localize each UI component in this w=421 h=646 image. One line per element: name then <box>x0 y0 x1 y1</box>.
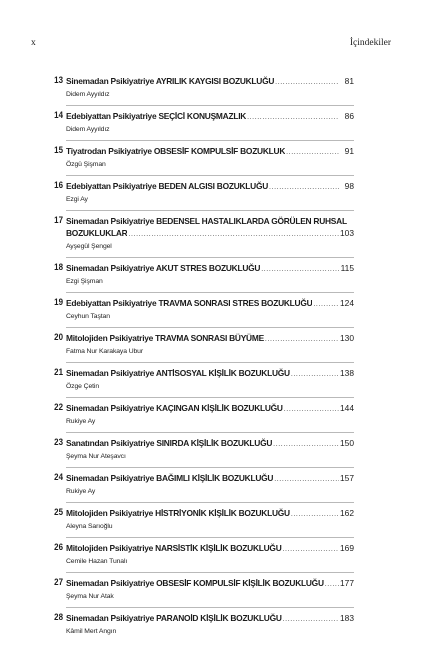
chapter-number: 23 <box>54 437 63 447</box>
page-number: 138 <box>340 368 354 378</box>
chapter-author: Özgü Şişman <box>66 161 106 168</box>
chapter-title-topic: BOZUKLUKLAR <box>66 228 128 238</box>
chapter-title-topic: SINIRDA KİŞİLİK BOZUKLUĞU <box>156 438 273 448</box>
chapter-title-line <box>66 145 354 159</box>
toc-entry[interactable] <box>54 472 354 503</box>
leader-dots <box>286 147 339 159</box>
toc-entry[interactable] <box>54 402 354 433</box>
toc-entry[interactable] <box>54 145 354 176</box>
chapter-title <box>66 262 260 274</box>
chapter-title <box>66 612 282 624</box>
page-number: 130 <box>340 333 354 343</box>
chapter-title <box>66 145 285 157</box>
leader-dots <box>313 299 339 311</box>
chapter-title-prefix: Tiyatrodan Psikiyatriye <box>66 146 152 156</box>
chapter-author: Cemile Hazan Tunalı <box>66 558 128 565</box>
chapter-title <box>66 227 127 239</box>
chapter-title-topic: PARANOİD KİŞİLİK BOZUKLUĞU <box>156 613 282 623</box>
chapter-number: 20 <box>54 332 63 342</box>
chapter-title-topic: ANTİSOSYAL KİŞİLİK BOZUKLUĞU <box>155 368 290 378</box>
chapter-title-line <box>66 437 354 451</box>
leader-dots <box>291 509 339 521</box>
chapter-title-prefix: Sinemadan Psikiyatriye <box>66 473 155 483</box>
chapter-title-line <box>66 332 354 346</box>
toc-entry[interactable] <box>54 577 354 608</box>
page-number: 144 <box>340 403 354 413</box>
chapter-title-line <box>66 262 354 276</box>
chapter-title <box>66 110 246 122</box>
chapter-title-prefix: Mitolojiden Psikiyatriye <box>66 543 154 553</box>
chapter-number: 13 <box>54 75 63 85</box>
chapter-title <box>66 367 290 379</box>
chapter-number: 22 <box>54 402 63 412</box>
chapter-title-topic: OBSESİF KOMPULSİF BOZUKLUK <box>153 146 286 156</box>
leader-dots <box>283 614 339 626</box>
page-number: 81 <box>344 76 354 86</box>
chapter-author: Şeyma Nur Ateşavcı <box>66 453 126 460</box>
chapter-title-prefix: Sinemadan Psikiyatriye <box>66 368 155 378</box>
page-number: 162 <box>340 508 354 518</box>
chapter-number: 15 <box>54 145 63 155</box>
leader-dots <box>275 77 339 89</box>
leader-dots <box>283 544 340 556</box>
chapter-number: 19 <box>54 297 63 307</box>
chapter-title <box>66 180 268 192</box>
chapter-title-topic: BEDEN ALGISI BOZUKLUĞU <box>158 181 269 191</box>
page-header <box>31 38 391 52</box>
leader-dots <box>261 264 339 276</box>
chapter-author: Kâmil Mert Angın <box>66 628 117 635</box>
chapter-author: Ceyhun Taştan <box>66 313 110 320</box>
page-number: 150 <box>340 438 354 448</box>
chapter-title-line <box>66 75 354 89</box>
chapter-title-prefix: Sinemadan Psikiyatriye <box>66 76 155 86</box>
toc-entry[interactable] <box>54 437 354 468</box>
chapter-title-line <box>66 577 354 591</box>
toc-entry[interactable] <box>54 75 354 106</box>
chapter-title <box>66 297 312 309</box>
leader-dots <box>291 369 339 381</box>
chapter-title <box>66 472 273 484</box>
toc-entry[interactable] <box>54 180 354 211</box>
chapter-title-line <box>66 472 354 486</box>
chapter-number: 16 <box>54 180 63 190</box>
chapter-title <box>66 542 282 554</box>
page-number: 169 <box>340 543 354 553</box>
chapter-title <box>66 332 264 344</box>
chapter-title-line <box>66 180 354 194</box>
chapter-title <box>66 577 324 589</box>
chapter-number: 28 <box>54 612 63 622</box>
chapter-number: 24 <box>54 472 63 482</box>
chapter-number: 18 <box>54 262 63 272</box>
page-number: 183 <box>340 613 354 623</box>
toc-entry[interactable] <box>54 297 354 328</box>
chapter-author: Aleyna Sarıoğlu <box>66 523 113 530</box>
chapter-title-line <box>66 110 354 124</box>
page-number: 86 <box>344 111 354 121</box>
chapter-title-topic: AKUT STRES BOZUKLUĞU <box>155 263 261 273</box>
chapter-author: Didem Ayyıldız <box>66 91 110 98</box>
chapter-title <box>66 402 283 414</box>
page-marker: x <box>31 38 36 48</box>
leader-dots <box>265 334 339 346</box>
chapter-title <box>66 75 274 87</box>
leader-dots <box>247 112 339 124</box>
chapter-number: 27 <box>54 577 63 587</box>
chapter-title-prefix: Mitolojiden Psikiyatriye <box>66 333 154 343</box>
chapter-author: Rukiye Ay <box>66 418 96 425</box>
page-number: 177 <box>340 578 354 588</box>
leader-dots <box>284 404 339 416</box>
page-number: 124 <box>340 298 354 308</box>
leader-dots <box>269 182 339 194</box>
leader-dots <box>128 229 339 241</box>
chapter-title-line <box>66 402 354 416</box>
table-of-contents <box>54 75 354 646</box>
page-number: 115 <box>340 263 354 273</box>
chapter-title <box>66 437 272 449</box>
chapter-number: 25 <box>54 507 63 517</box>
chapter-author: Özge Çetin <box>66 383 100 390</box>
page-number: 103 <box>340 228 354 238</box>
chapter-title-prefix: Edebiyattan Psikiyatriye <box>66 181 157 191</box>
toc-entry[interactable] <box>54 215 354 258</box>
leader-dots <box>325 579 339 591</box>
chapter-title-prefix: Sinemadan Psikiyatriye <box>66 263 155 273</box>
chapter-number: 26 <box>54 542 63 552</box>
chapter-author: Ayşegül Şengel <box>66 243 112 250</box>
chapter-title-topic: HİSTRİYONİK KİŞİLİK BOZUKLUĞU <box>155 508 290 518</box>
chapter-author: Didem Ayyıldız <box>66 126 110 133</box>
leader-dots <box>273 439 339 451</box>
chapter-title-line <box>66 227 354 241</box>
chapter-author: Ezgi Şişman <box>66 278 103 285</box>
toc-entry[interactable] <box>54 612 354 642</box>
chapter-author: Şeyma Nur Atak <box>66 593 114 600</box>
toc-entry[interactable] <box>54 542 354 573</box>
chapter-title-line <box>66 542 354 556</box>
chapter-author: Rukiye Ay <box>66 488 96 495</box>
toc-entry[interactable] <box>54 110 354 141</box>
chapter-author: Ezgi Ay <box>66 196 88 203</box>
chapter-number: 14 <box>54 110 63 120</box>
chapter-title-prefix: Sinemadan Psikiyatriye <box>66 403 155 413</box>
chapter-title-prefix: Edebiyattan Psikiyatriye <box>66 111 157 121</box>
page-number: 157 <box>340 473 354 483</box>
chapter-title-prefix: Sinemadan Psikiyatriye <box>66 578 155 588</box>
chapter-title-topic: BAĞIMLI KİŞİLİK BOZUKLUĞU <box>156 473 274 483</box>
chapter-title-topic: TRAVMA SONRASI STRES BOZUKLUĞU <box>158 298 313 308</box>
chapter-title-line <box>66 367 354 381</box>
page-number: 91 <box>344 146 354 156</box>
chapter-title-line <box>66 297 354 311</box>
section-title: İçindekiler <box>349 38 391 48</box>
chapter-title-topic: NARSİSTİK KİŞİLİK BOZUKLUĞU <box>155 543 282 553</box>
leader-dots <box>274 474 339 486</box>
toc-entry[interactable] <box>54 262 354 293</box>
chapter-title-prefix: Edebiyattan Psikiyatriye <box>66 298 157 308</box>
chapter-title-topic: SEÇİCİ KONUŞMAZLIK <box>158 111 247 121</box>
chapter-title-line <box>66 507 354 521</box>
page-number: 98 <box>344 181 354 191</box>
toc-entry[interactable] <box>54 507 354 538</box>
chapter-number: 17 <box>54 215 63 225</box>
chapter-title-prefix: Sanatından Psikiyatriye <box>66 438 155 448</box>
chapter-title-line <box>66 612 354 626</box>
chapter-title-topic: TRAVMA SONRASI BÜYÜME <box>155 333 264 343</box>
chapter-title <box>66 507 290 519</box>
toc-entry[interactable] <box>54 332 354 363</box>
chapter-author: Fatma Nur Karakaya Ubur <box>66 348 144 355</box>
chapter-number: 21 <box>54 367 63 377</box>
chapter-title-topic: AYRILIK KAYGISI BOZUKLUĞU <box>155 76 275 86</box>
chapter-title-first-line: Sinemadan Psikiyatriye BEDENSEL HASTALIKLARDA GÖRÜLEN RUHSAL <box>66 216 347 226</box>
chapter-title-topic: OBSESİF KOMPULSİF KİŞİLİK BOZUKLUĞU <box>156 578 324 588</box>
chapter-title-topic: KAÇINGAN KİŞİLİK BOZUKLUĞU <box>156 403 283 413</box>
toc-entry[interactable] <box>54 367 354 398</box>
chapter-title-prefix: Mitolojiden Psikiyatriye <box>66 508 154 518</box>
chapter-title-prefix: Sinemadan Psikiyatriye <box>66 613 155 623</box>
